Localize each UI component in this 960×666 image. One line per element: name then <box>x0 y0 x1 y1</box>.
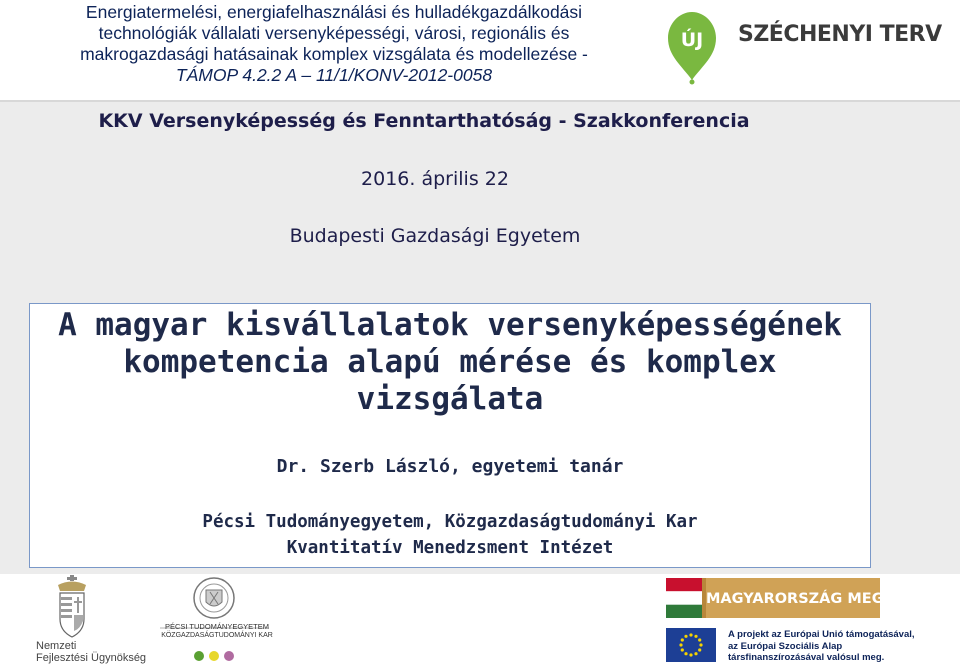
eu-flag-icon <box>666 628 716 662</box>
conference-title: KKV Versenyképesség és Fenntarthatóság - Szakkonferencia <box>98 110 750 132</box>
nfu-line: Nemzeti <box>36 640 77 652</box>
eu-line: A projekt az Európai Unió támogatásával, <box>728 629 915 640</box>
author: Dr. Szerb László, egyetemi tanár <box>276 456 624 477</box>
affiliation-institute: Kvantitatív Menedzsment Intézet <box>286 538 614 558</box>
eu-funding-note <box>728 629 915 664</box>
megujul-label: MAGYARORSZÁG MEGÚJUL <box>706 591 922 607</box>
project-description <box>24 2 644 86</box>
conference-date: 2016. április 22 <box>361 168 509 190</box>
title-line: vizsgálata <box>356 381 544 417</box>
szechenyi-terv-logo <box>666 8 926 86</box>
affiliation-university: Pécsi Tudományegyetem, Közgazdaságtudományi Kar <box>202 512 698 532</box>
nfu-label <box>36 640 146 664</box>
title-line: kompetencia alapú mérése és komplex <box>123 344 777 380</box>
presentation-title <box>24 307 876 418</box>
eu-line: társfinanszírozásával valósul meg. <box>728 652 885 663</box>
title-line: A magyar kisvállalatok versenyképességének <box>58 307 842 343</box>
pte-faculty-label: KÖZGAZDASÁGTUDOMÁNYI KAR <box>161 632 273 639</box>
pte-university-label: PÉCSI TUDOMÁNYEGYETEM <box>164 622 270 631</box>
logo-wordmark: SZÉCHENYI TERV <box>738 22 942 47</box>
project-line: technológiák vállalati versenyképességi, városi, regionális és <box>98 23 570 43</box>
conference-venue: Budapesti Gazdasági Egyetem <box>289 225 581 247</box>
project-code: TÁMOP 4.2.2 A – 11/1/KONV-2012-0058 <box>175 65 493 85</box>
nfu-line: Fejlesztési Ügynökség <box>36 652 147 664</box>
project-line: Energiatermelési, energiafelhasználási és hulladékgazdálkodási <box>85 2 583 22</box>
eu-line: az Európai Szociális Alap <box>728 640 843 652</box>
logo-badge-text: ÚJ <box>680 29 704 51</box>
project-line: makrogazdasági hatásainak komplex vizsgálata és modellezése - <box>80 44 588 64</box>
university-seal-icon <box>152 574 277 666</box>
